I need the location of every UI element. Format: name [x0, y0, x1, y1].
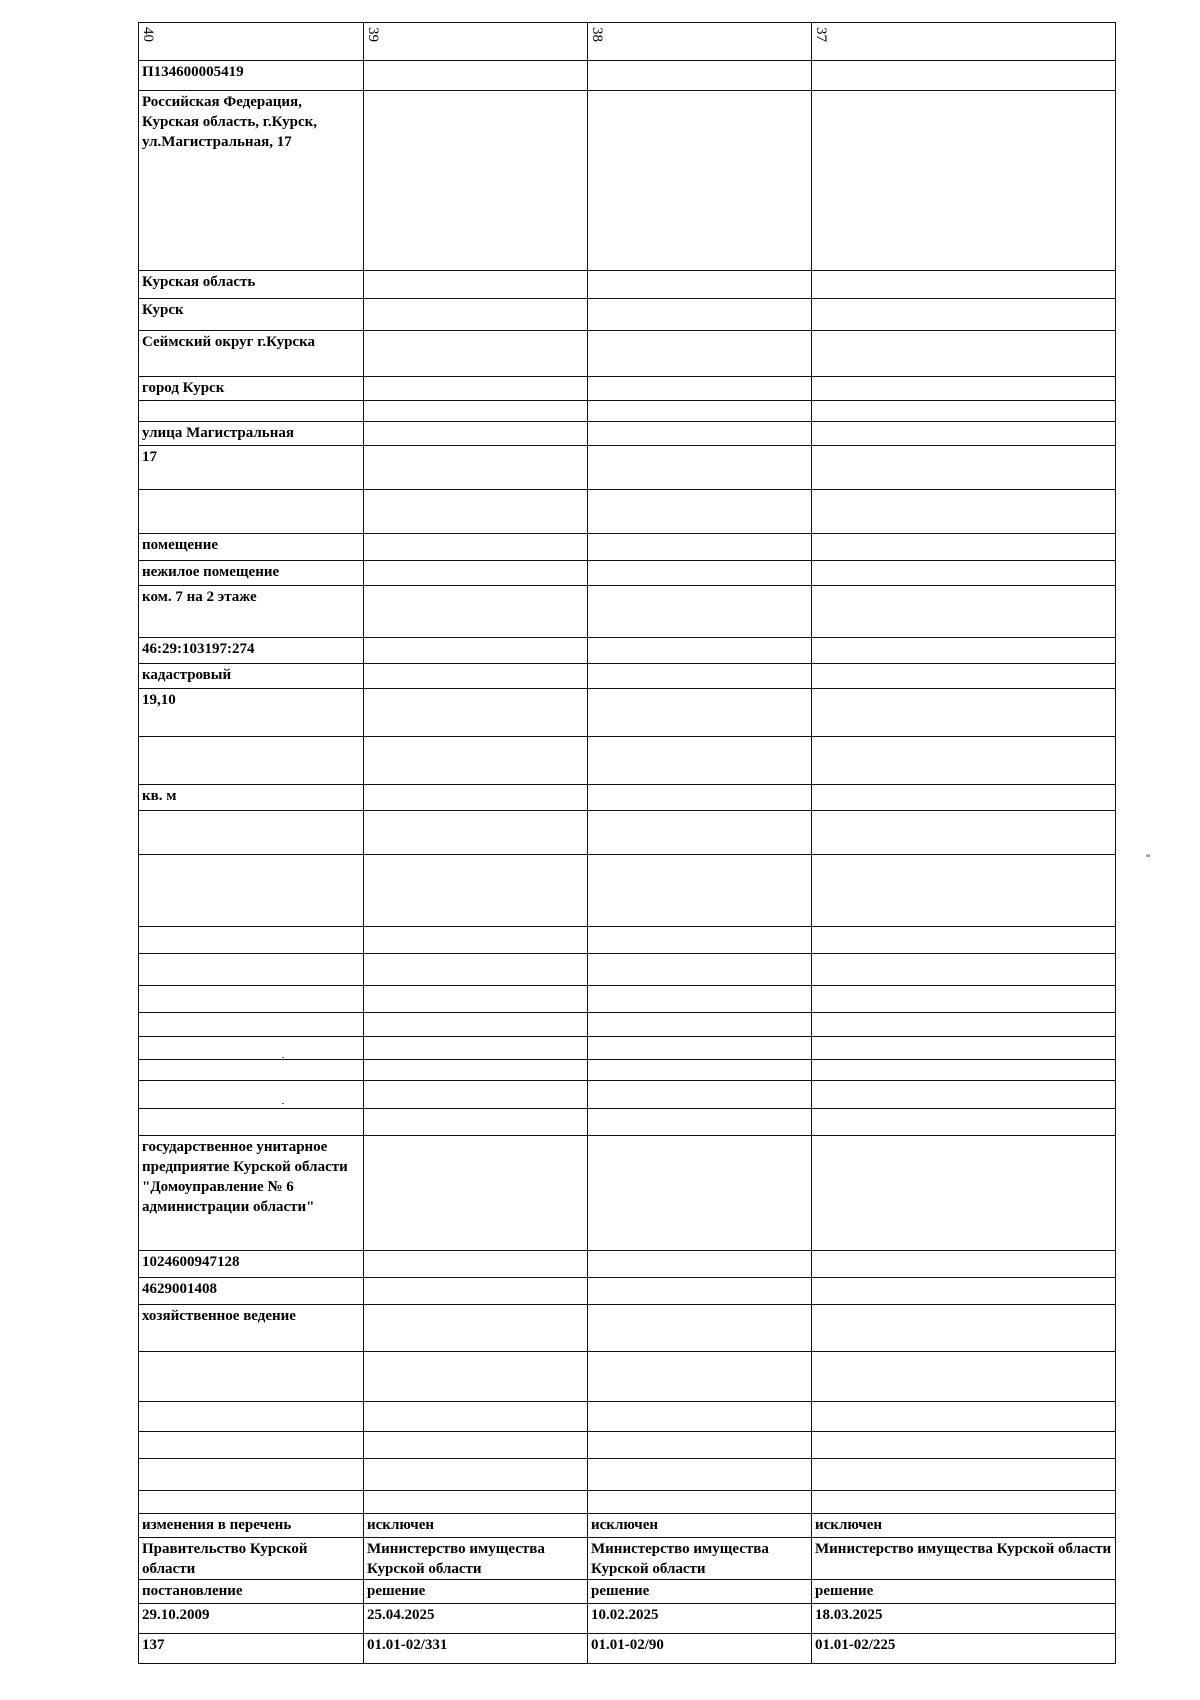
table-cell: 17: [139, 446, 364, 490]
table-cell: [588, 1060, 812, 1081]
register-table: [138, 22, 1116, 1664]
table-cell: [812, 785, 1116, 811]
column-number: 38: [589, 27, 605, 42]
table-cell: [588, 377, 812, 401]
table-cell: 1024600947128: [139, 1251, 364, 1278]
table-row: [139, 561, 1116, 586]
table-row: [139, 1013, 1116, 1037]
table-cell: [812, 986, 1116, 1013]
table-row: [139, 377, 1116, 401]
table-cell: [588, 638, 812, 664]
table-cell: город Курск: [139, 377, 364, 401]
table-cell: [812, 1278, 1116, 1305]
margin-mark: ": [1146, 852, 1151, 866]
table-cell: [364, 586, 588, 638]
table-cell: 46:29:103197:274: [139, 638, 364, 664]
table-cell: [812, 689, 1116, 737]
table-cell: [812, 855, 1116, 927]
table-row: [139, 1580, 1116, 1604]
table-cell: [139, 1037, 364, 1060]
table-row: [139, 331, 1116, 377]
table-cell: [812, 586, 1116, 638]
table-row: [139, 1060, 1116, 1081]
table-cell: [812, 1352, 1116, 1402]
table-cell: [139, 1013, 364, 1037]
table-cell: [364, 1305, 588, 1352]
table-row: [139, 927, 1116, 954]
table-cell: 4629001408: [139, 1278, 364, 1305]
table-cell: [139, 927, 364, 954]
table-cell: [364, 927, 588, 954]
table-cell: [812, 561, 1116, 586]
table-cell: [364, 401, 588, 422]
table-cell: [812, 446, 1116, 490]
table-cell: Министерство имущества Курской области: [812, 1538, 1116, 1580]
table-row: [139, 811, 1116, 855]
table-cell: [812, 954, 1116, 986]
table-cell: [364, 1060, 588, 1081]
table-row: [139, 1514, 1116, 1538]
table-cell: [588, 1459, 812, 1491]
table-cell: [364, 490, 588, 534]
table-row: [139, 422, 1116, 446]
table-cell: решение: [588, 1580, 812, 1604]
table-cell: кв. м: [139, 785, 364, 811]
table-cell: [139, 1459, 364, 1491]
table-cell: [812, 1081, 1116, 1109]
table-cell: [588, 1305, 812, 1352]
table-cell: Министерство имущества Курской области: [364, 1538, 588, 1580]
table-cell: исключен: [588, 1514, 812, 1538]
table-cell: [139, 954, 364, 986]
table-cell: [139, 1352, 364, 1402]
table-row: [139, 1136, 1116, 1251]
table-cell: [364, 1491, 588, 1514]
column-number-row: [139, 23, 1116, 61]
table-cell: [588, 1278, 812, 1305]
table-row: [139, 1278, 1116, 1305]
table-cell: [139, 1432, 364, 1459]
table-cell: [588, 927, 812, 954]
table-row: [139, 1432, 1116, 1459]
table-cell: [588, 737, 812, 785]
table-cell: [588, 401, 812, 422]
table-cell: [812, 1402, 1116, 1432]
table-cell: 29.10.2009: [139, 1604, 364, 1634]
scan-speck: [282, 1057, 284, 1058]
table-cell: изменения в перечень: [139, 1514, 364, 1538]
table-cell: 25.04.2025: [364, 1604, 588, 1634]
column-number: 40: [140, 27, 156, 42]
table-cell: 01.01-02/225: [812, 1634, 1116, 1664]
table-cell: ком. 7 на 2 этаже: [139, 586, 364, 638]
table-cell: Российская Федерация, Курская область, г.Курск, ул.Магистральная, 17: [139, 91, 364, 271]
table-cell: [588, 561, 812, 586]
table-cell: [588, 61, 812, 91]
table-cell: [588, 664, 812, 689]
table-cell: исключен: [364, 1514, 588, 1538]
table-row: [139, 401, 1116, 422]
table-row: [139, 1109, 1116, 1136]
table-row: [139, 689, 1116, 737]
table-cell: государственное унитарное предприятие Курской области "Домоуправление № 6 администрации области": [139, 1136, 364, 1251]
table-cell: 18.03.2025: [812, 1604, 1116, 1634]
table-cell: [812, 811, 1116, 855]
table-cell: [588, 954, 812, 986]
table-row: [139, 1037, 1116, 1060]
table-cell: [139, 811, 364, 855]
table-cell: [588, 1491, 812, 1514]
table-cell: [364, 331, 588, 377]
table-cell: улица Магистральная: [139, 422, 364, 446]
table-cell: [588, 1402, 812, 1432]
column-number-cell: [812, 23, 1116, 61]
column-number-cell: [588, 23, 812, 61]
table-cell: [364, 271, 588, 299]
table-cell: [364, 446, 588, 490]
table-cell: [812, 1305, 1116, 1352]
table-row: [139, 855, 1116, 927]
column-number-cell: [139, 23, 364, 61]
table-cell: [812, 271, 1116, 299]
table-cell: кадастровый: [139, 664, 364, 689]
table-cell: [588, 299, 812, 331]
table-row: [139, 1305, 1116, 1352]
table-cell: [364, 1278, 588, 1305]
table-cell: [812, 299, 1116, 331]
table-cell: [364, 1109, 588, 1136]
table-cell: П134600005419: [139, 61, 364, 91]
column-number: 37: [813, 27, 829, 42]
table-cell: [588, 811, 812, 855]
table-cell: 01.01-02/331: [364, 1634, 588, 1664]
table-cell: [812, 61, 1116, 91]
table-cell: [588, 1013, 812, 1037]
table-cell: [812, 534, 1116, 561]
table-row: [139, 299, 1116, 331]
table-cell: исключен: [812, 1514, 1116, 1538]
table-cell: [364, 534, 588, 561]
table-cell: [812, 927, 1116, 954]
table-cell: [812, 664, 1116, 689]
table-cell: [588, 446, 812, 490]
table-row: [139, 1459, 1116, 1491]
table-cell: [588, 855, 812, 927]
table-cell: [812, 1251, 1116, 1278]
table-cell: [139, 490, 364, 534]
table-cell: [139, 737, 364, 785]
table-cell: Сеймский округ г.Курска: [139, 331, 364, 377]
table-cell: [588, 1081, 812, 1109]
table-cell: Курская область: [139, 271, 364, 299]
table-cell: [364, 561, 588, 586]
table-row: [139, 1081, 1116, 1109]
table-cell: решение: [812, 1580, 1116, 1604]
table-row: [139, 91, 1116, 271]
table-cell: Курск: [139, 299, 364, 331]
table-row: [139, 1634, 1116, 1664]
table-row: [139, 1604, 1116, 1634]
table-cell: [364, 737, 588, 785]
table-cell: нежилое помещение: [139, 561, 364, 586]
table-row: [139, 586, 1116, 638]
table-cell: [588, 1136, 812, 1251]
table-cell: [588, 331, 812, 377]
table-cell: помещение: [139, 534, 364, 561]
table-row: [139, 986, 1116, 1013]
table-cell: 137: [139, 1634, 364, 1664]
table-cell: [364, 811, 588, 855]
table-row: [139, 61, 1116, 91]
table-cell: [588, 785, 812, 811]
table-cell: [364, 1037, 588, 1060]
table-cell: [139, 1491, 364, 1514]
table-cell: 10.02.2025: [588, 1604, 812, 1634]
column-number-cell: [364, 23, 588, 61]
table-cell: [588, 1251, 812, 1278]
table-cell: 19,10: [139, 689, 364, 737]
table-row: [139, 446, 1116, 490]
table-cell: [364, 1251, 588, 1278]
table-cell: [812, 331, 1116, 377]
table-cell: [812, 638, 1116, 664]
table-row: [139, 1251, 1116, 1278]
table-cell: [364, 1013, 588, 1037]
table-cell: [364, 1081, 588, 1109]
table-cell: [588, 986, 812, 1013]
table-cell: [139, 1109, 364, 1136]
table-cell: [812, 1491, 1116, 1514]
column-number: 39: [365, 27, 381, 42]
scan-speck: [282, 1103, 284, 1104]
table-row: [139, 534, 1116, 561]
table-cell: [812, 1136, 1116, 1251]
table-cell: [588, 1037, 812, 1060]
table-cell: [364, 689, 588, 737]
table-cell: [812, 1037, 1116, 1060]
table-cell: [364, 1136, 588, 1251]
table-cell: [364, 638, 588, 664]
table-cell: [364, 91, 588, 271]
table-cell: [812, 1013, 1116, 1037]
table-cell: [364, 1352, 588, 1402]
table-row: [139, 271, 1116, 299]
table-cell: [364, 299, 588, 331]
table-row: [139, 490, 1116, 534]
table-cell: [364, 785, 588, 811]
table-cell: [588, 271, 812, 299]
table-cell: [364, 377, 588, 401]
table-row: [139, 785, 1116, 811]
table-cell: [588, 490, 812, 534]
table-cell: [588, 534, 812, 561]
table-cell: [364, 855, 588, 927]
table-cell: [812, 1432, 1116, 1459]
table-cell: [588, 91, 812, 271]
table-cell: [588, 1109, 812, 1136]
table-cell: [812, 91, 1116, 271]
table-cell: [588, 422, 812, 446]
table-cell: [364, 1432, 588, 1459]
table-cell: [812, 737, 1116, 785]
table-cell: [364, 986, 588, 1013]
table-cell: [588, 586, 812, 638]
table-cell: [364, 1402, 588, 1432]
table-cell: [588, 689, 812, 737]
table-cell: [812, 1459, 1116, 1491]
table-cell: [812, 422, 1116, 446]
table-cell: [139, 855, 364, 927]
table-row: [139, 1491, 1116, 1514]
table-row: [139, 638, 1116, 664]
table-row: [139, 1352, 1116, 1402]
table-cell: [364, 1459, 588, 1491]
table-cell: [139, 986, 364, 1013]
table-cell: решение: [364, 1580, 588, 1604]
table-cell: Министерство имущества Курской области: [588, 1538, 812, 1580]
table-cell: Правительство Курской области: [139, 1538, 364, 1580]
table-cell: хозяйственное ведение: [139, 1305, 364, 1352]
table-row: [139, 954, 1116, 986]
table-cell: [364, 954, 588, 986]
table-cell: [364, 61, 588, 91]
table-cell: [812, 1060, 1116, 1081]
table-cell: [812, 377, 1116, 401]
table-cell: [139, 1402, 364, 1432]
table-row: [139, 1538, 1116, 1580]
table-cell: [139, 401, 364, 422]
table-cell: [812, 1109, 1116, 1136]
table-cell: [364, 422, 588, 446]
table-cell: [812, 490, 1116, 534]
table-cell: [588, 1432, 812, 1459]
table-row: [139, 737, 1116, 785]
table-cell: [364, 664, 588, 689]
table-cell: 01.01-02/90: [588, 1634, 812, 1664]
table-cell: [812, 401, 1116, 422]
table-cell: [139, 1081, 364, 1109]
table-row: [139, 664, 1116, 689]
table-cell: постановление: [139, 1580, 364, 1604]
table-row: [139, 1402, 1116, 1432]
table-cell: [588, 1352, 812, 1402]
table-cell: [139, 1060, 364, 1081]
